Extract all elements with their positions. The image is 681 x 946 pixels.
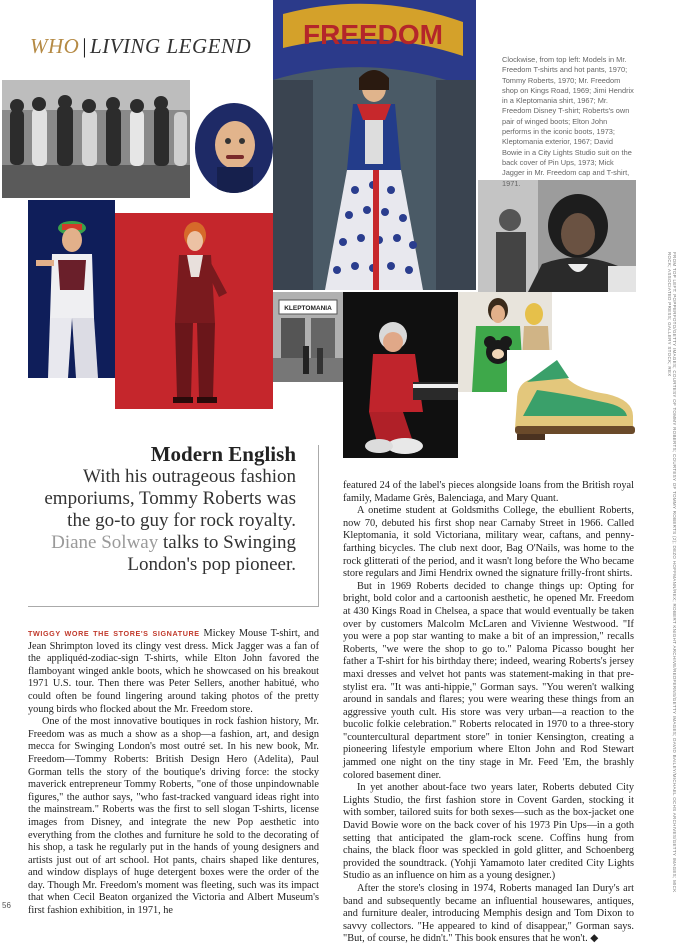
shop-sign: FREEDOM (303, 19, 443, 50)
photo-elton-john (343, 292, 458, 458)
paragraph-text: Mickey Mouse T-shirt, and Jean Shrimpton loved its clingy vest dress. Mick Jagger was a fan of the appliquéd-zodiac-sign T-shirts, while Elton John favored the flamboyant winged ankle boots, which he showcased on his breakout 1971 U.S. tour. Then there was Peter Sellers, another habitué, who could often be found lingering around taking photos of the pretty young birds who flocked about the Mr. Freedom store. (28, 628, 319, 715)
deck-author: Diane Solway (51, 532, 159, 553)
deck-text: With his outrageous fashion emporiums, Tommy Roberts was the go-to guy for rock royalty. (44, 466, 296, 531)
photo-models-tshirts (2, 80, 190, 198)
photo-caption: Clockwise, from top left: Models in Mr. Freedom T-shirts and hot pants, 1970; Tommy Roberts, 1970; Mr. Freedom shop on Kings Road, 1969; Jimi Hendrix in a Kleptomania shirt, 1967; Mr. Freedom Disney T-shirt; Roberts's own pair of winged boots; Elton John performs in the iconic boots, 1973; Kleptomania exterior, 1967; David Bowie in a City Lights Studio suit on the back cover of Pin Ups, 1973; Mick Jagger in Mr. Freedom cap and T-shirt, 1971. (502, 55, 634, 188)
header-separator: | (82, 34, 88, 58)
section-header (30, 34, 251, 59)
photo-winged-boots (507, 350, 637, 442)
deck-divider-horizontal (28, 606, 319, 607)
photo-freedom-shop (273, 0, 476, 290)
paragraph: featured 24 of the label's pieces alongside loans from the British royal family, Madame Grès, Balenciaga, and Mary Quant. (343, 480, 634, 504)
deck-divider-vertical (318, 445, 319, 607)
photo-kleptomania-exterior (273, 292, 343, 382)
paragraph: A onetime student at Goldsmiths College, the ebullient Roberts, now 70, debuted his first shop near Carnaby Street in 1966. Called Kleptomania, it sold Victoriana, military wear, caftans, and penny-farthing bicycles. The club next door, Bag O'Nails, was home to the rock glitterati of the period, and it wasn't long before the Who became store regulars and Jimi Hendrix owned the signature frilly-front shirts. (343, 505, 634, 580)
photo-tommy-roberts (195, 103, 273, 193)
article-column-right (343, 480, 634, 946)
article-column-left (28, 628, 319, 918)
paragraph: But in 1969 Roberts decided to change things up: Opting for bright, bold color and a cartoonish aesthetic, he opened Mr. Freedom at 430 Kings Road in Chelsea, a space that would eventually be taken over by customers Malcolm McLaren and Vivienne Westwood. "If you were a pop star wanting to make a bit of an impression," recalls Roberts, "we were the shop to go to." Paloma Picasso bought her father a T-shirt for his birthday there; indeed, wearing Roberts's jersey maxi dresses and velvet hot pants was statement-making in that pre-stylist era. "It was anti-hippie," Gorman says. "You weren't walking around in sandals and flares; you were wearing these things from an aggressive youth cult. His store was very urban—a reaction to the bucolic folkie celebration." Roberts relocated in 1970 to a three-story "countercultural department store" in tonier Kensington, creating a pioneering lifestyle emporium where Elton John and Rod Stewart jammed one night on the tiny stage in Mr. Feed 'Em, the brashly colored basement diner. (343, 580, 634, 781)
photo-bowie (115, 213, 273, 409)
section-label: WHO (30, 34, 80, 58)
photo-credits: FROM TOP LEFT: POPPERFOTO/GETTY IMAGES; COURTESY OF TOMMY ROBERTS; COURTESY OF TOMMY ROBERTS (2); DEZO HOFFMANN/REX; ROBERT KNIGHT ARCHIVE/REDFERNS/GETTY IMAGES; DAVID BAILEY/MICHAEL OCHS ARCHIVES/GETTY IMAGES; MICK ROCK; ASSOCIATED PRESS; GALLERY STOCK; REX (667, 252, 677, 893)
paragraph: After the store's closing in 1974, Roberts managed Ian Dury's art band and subsequently became an influential housewares, antiques, and furniture dealer, introducing Memphis design and Tom Dixon to savvy collectors. "He appeared to kind of disappear," Gorman says. "But, of course, he didn't." This book ensures that he won't. ◆ (343, 883, 634, 945)
photo-jagger (28, 200, 115, 378)
lead-in: TWIGGY WORE THE STORE'S SIGNATURE (28, 629, 200, 638)
photo-hendrix (478, 180, 636, 292)
section-title: LIVING LEGEND (90, 34, 252, 58)
paragraph: In yet another about-face two years later, Roberts debuted City Lights Studio, the first fashion store in Covent Garden, stocking it with somber, tailored suits for both sexes—such as the box-jacket one David Bowie wore on the back cover of his 1973 Pin Ups—in a goth setting that anticipated the glam-rock scene. Coffins hung from chains, the black floor was speckled in gold glitter, and Schoenberg provided the soundtrack. (Yohji Yamamoto later credited City Lights Studio as an influence on him as a young designer.) (343, 782, 634, 882)
paragraph: One of the most innovative boutiques in rock fashion history, Mr. Freedom was as much a show as a shop—a fashion, art, and design mecca for Swinging London's most outré set. In his new book, Mr. Freedom—Tommy Roberts: British Design Hero (Adelita), Paul Gorman tells the story of the boutique's driving force: the stocky maverick entrepreneur Tommy Roberts, "one of those unpindownable figures," the author says, "who fast-tracked vanguard ideas right into the mainstream." Roberts was the first to sell slogan T-shirts, license images from Disney, and integrate the new Pop aesthetic into everything from the clothes and furniture he sold to the decorating of his shop, a task he regularly put in the hands of young designers and artists just out of art school. Hot pants, chairs shaped like dentures, and window displays of huge detergent boxes were the order of the day. Though Mr. Freedom's moment was fleeting, such was its impact that when Cecil Beaton organized the Victoria and Albert Museum's first fashion exhibition, in 1971, he (28, 716, 319, 917)
article-deck (28, 466, 296, 576)
deck-text-end: talks to Swinging London's pop pioneer. (127, 532, 296, 575)
page-number: 56 (2, 901, 11, 910)
paragraph (28, 628, 319, 716)
storefront-sign: KLEPTOMANIA (284, 305, 332, 312)
article-headline: Modern English (150, 442, 296, 466)
